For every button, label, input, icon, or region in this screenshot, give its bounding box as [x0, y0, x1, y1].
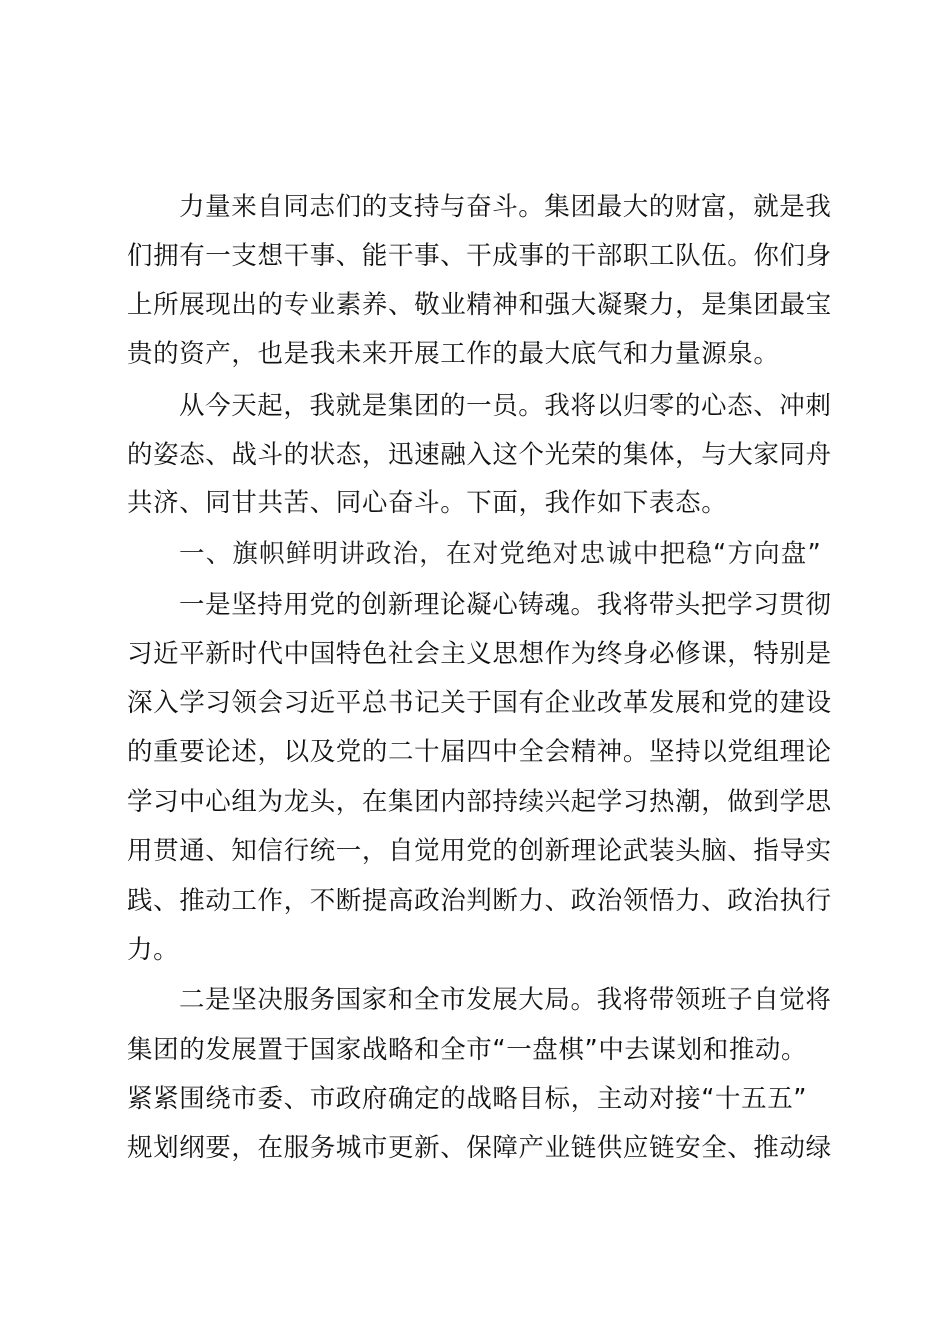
paragraph-3-line-7: 践、推动工作，不断提高政治判断力、政治领悟力、政治执行: [127, 886, 832, 916]
paragraph-1-line-2: 们拥有一支想干事、能干事、干成事的干部职工队伍。你们身: [127, 241, 832, 271]
paragraph-3-line-8: 力。: [127, 935, 180, 965]
paragraph-3-line-2: 习近平新时代中国特色社会主义思想作为终身必修课，特别是: [127, 639, 832, 669]
paragraph-3-line-6: 用贯通、知信行统一，自觉用党的创新理论武装头脑、指导实: [127, 836, 832, 866]
paragraph-4-line-4: 规划纲要，在服务城市更新、保障产业链供应链安全、推动绿: [127, 1133, 832, 1163]
paragraph-4-line-2: 集团的发展置于国家战略和全市“一盘棋”中去谋划和推动。: [127, 1035, 808, 1065]
paragraph-4-line-1: 二是坚决服务国家和全市发展大局。我将带领班子自觉将: [179, 985, 832, 1015]
paragraph-2-line-1: 从今天起，我就是集团的一员。我将以归零的心态、冲刺: [179, 391, 832, 421]
paragraph-1-line-1: 力量来自同志们的支持与奋斗。集团最大的财富，就是我: [179, 192, 832, 222]
paragraph-3-line-3: 深入学习领会习近平总书记关于国有企业改革发展和党的建设: [127, 688, 832, 718]
paragraph-3-line-4: 的重要论述，以及党的二十届四中全会精神。坚持以党组理论: [127, 737, 832, 767]
paragraph-3-line-5: 学习中心组为龙头，在集团内部持续兴起学习热潮，做到学思: [127, 787, 832, 817]
paragraph-1-line-4: 贵的资产，也是我未来开展工作的最大底气和力量源泉。: [127, 339, 780, 369]
paragraph-3-line-1: 一是坚持用党的创新理论凝心铸魂。我将带头把学习贯彻: [179, 590, 832, 620]
paragraph-4-line-3: 紧紧围绕市委、市政府确定的战略目标，主动对接“十五五”: [127, 1084, 808, 1114]
paragraph-2-line-2: 的姿态、战斗的状态，迅速融入这个光荣的集体，与大家同舟: [127, 440, 832, 470]
paragraph-2-line-3: 共济、同甘共苦、同心奋斗。下面，我作如下表态。: [127, 488, 728, 518]
paragraph-1-line-3: 上所展现出的专业素养、敬业精神和强大凝聚力，是集团最宝: [127, 290, 832, 320]
section-heading-1: 一、旗帜鲜明讲政治，在对党绝对忠诚中把稳“方向盘”: [179, 539, 822, 569]
